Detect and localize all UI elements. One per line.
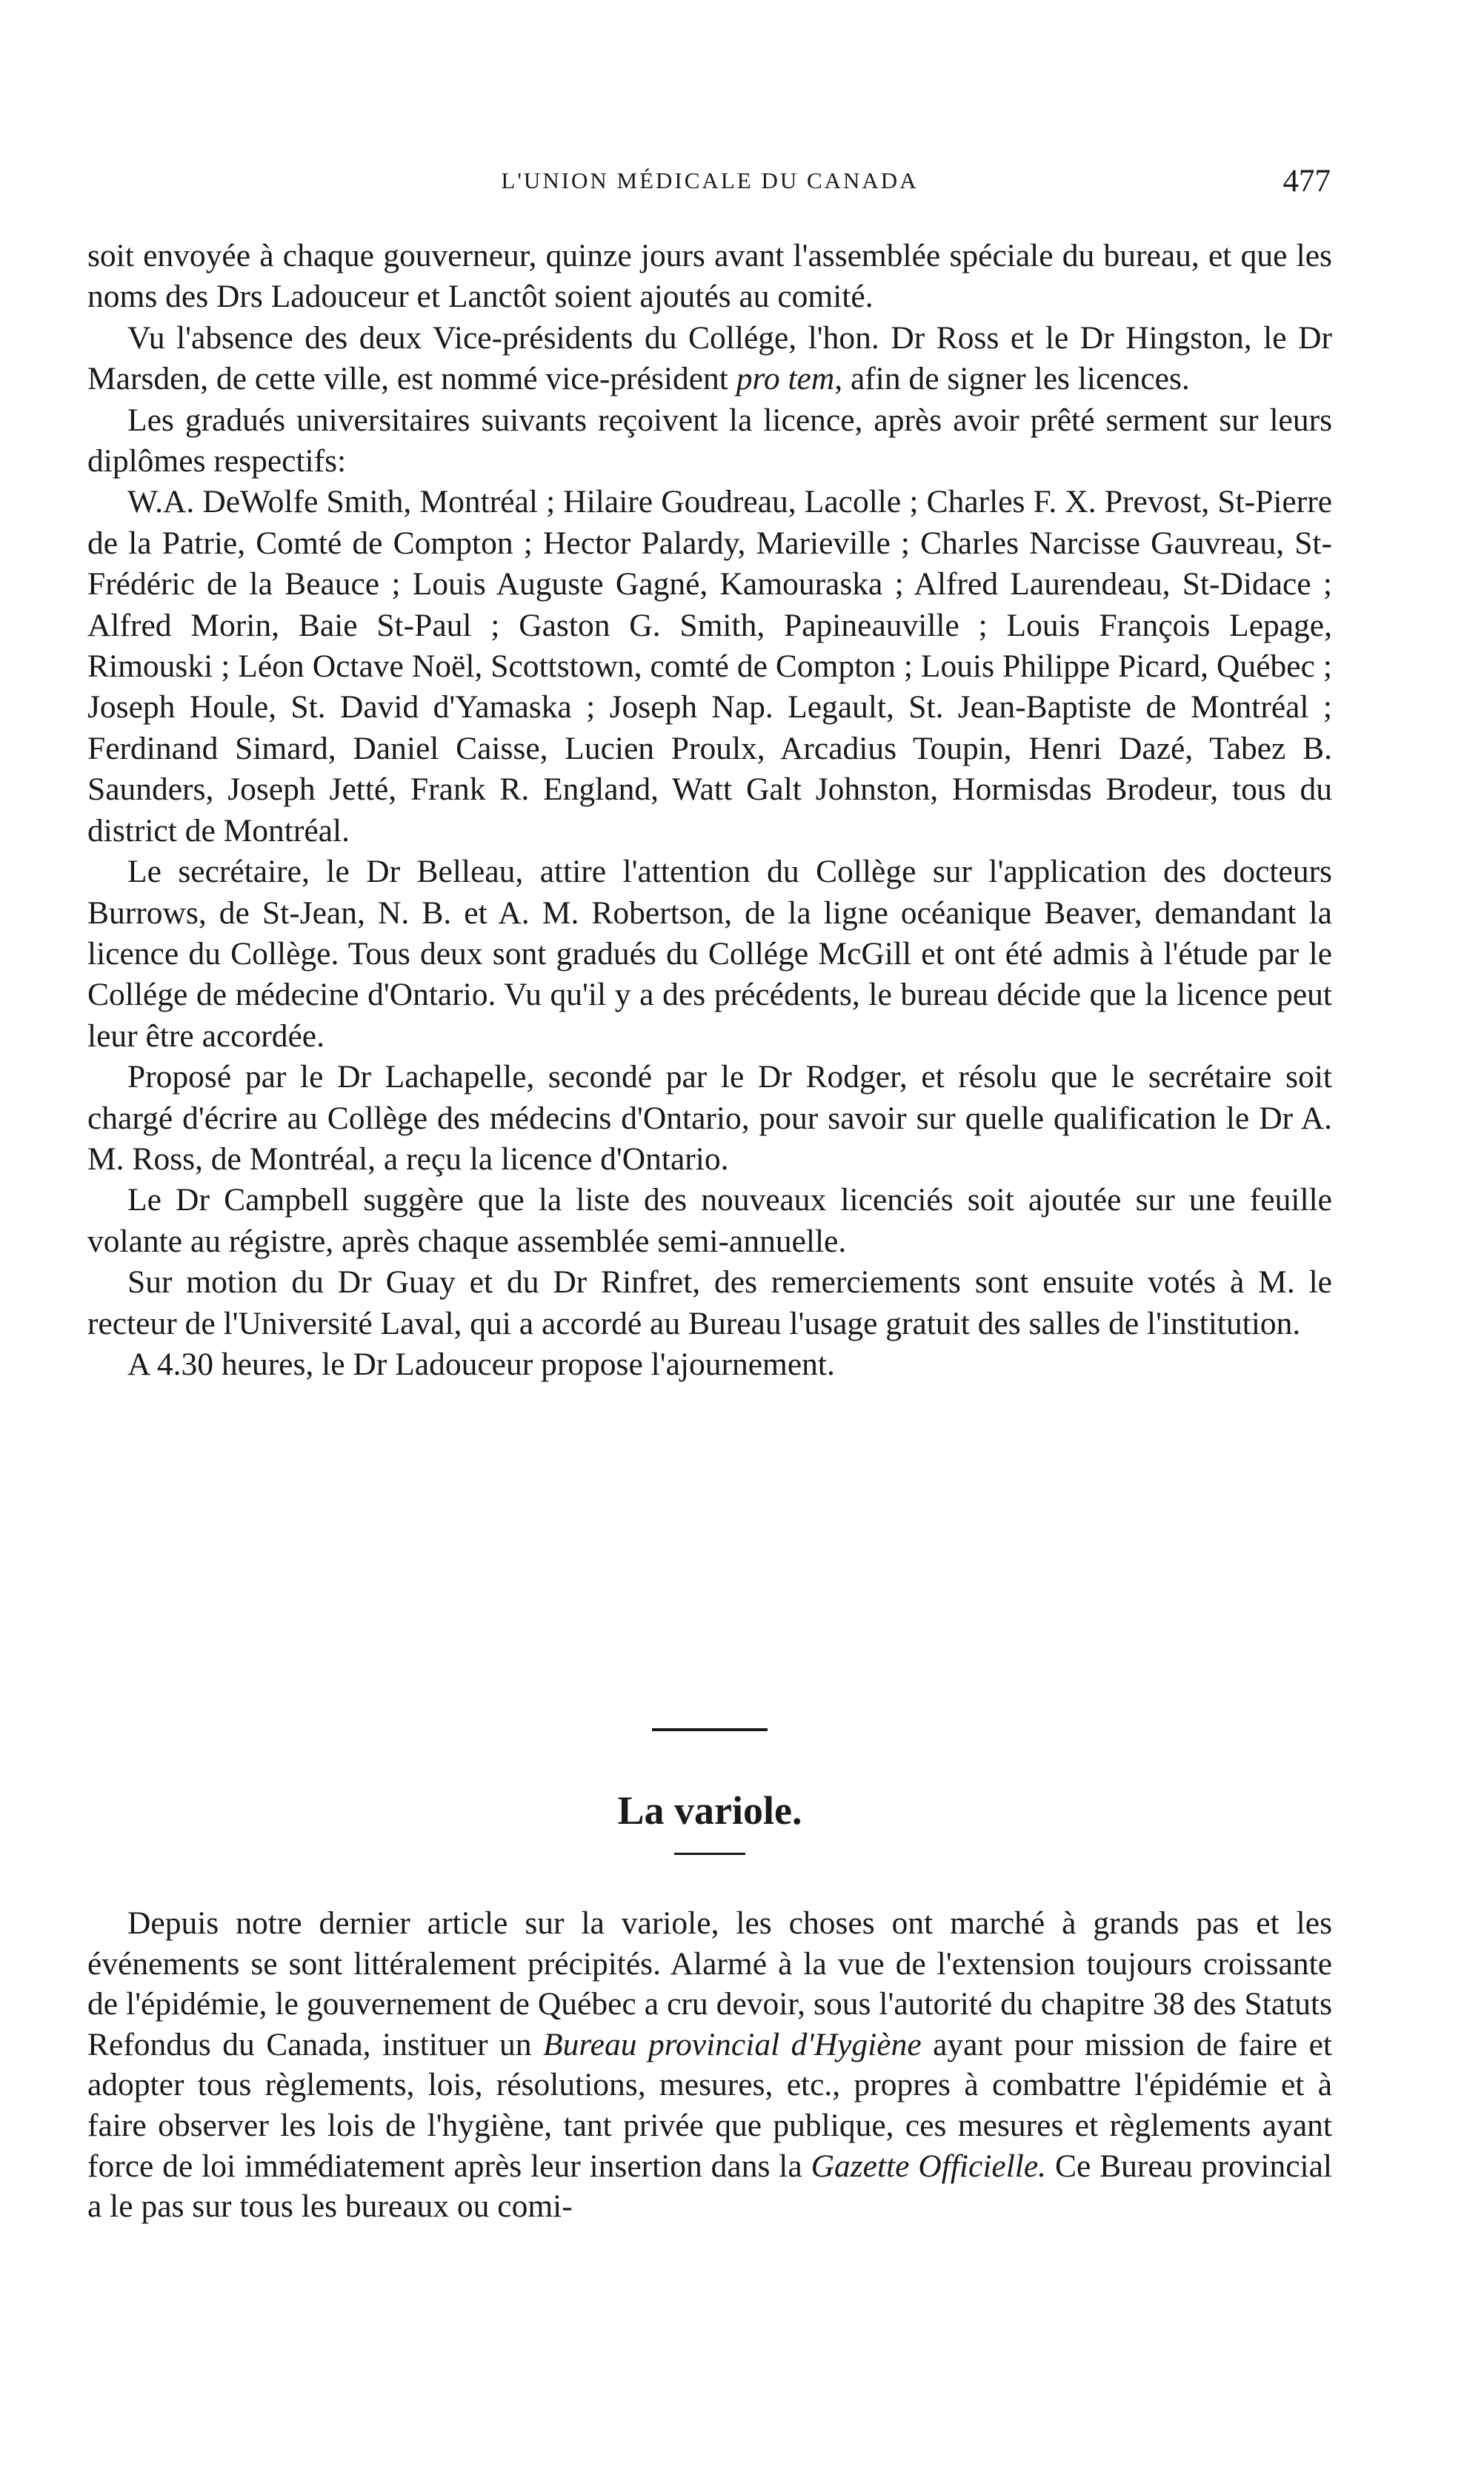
gazette-officielle-italic: Gazette Officielle. <box>811 2148 1047 2184</box>
paragraph-vice-president <box>87 318 1332 400</box>
variole-text-part1: Depuis notre dernier article sur la variole, les choses ont marché à grands pas et les événements se sont littéralement précipités. Alarmé à la vue de l'extension toujours croissante de l'épidémie, le gouvernement de Québec a cru devoir, sous l'autorité du chapitre 38 des Statuts Refondus du Canada, instituer un <box>87 1905 1332 2062</box>
minutes-text <box>87 236 1332 1385</box>
variole-text-part2: ayant pour mission de faire et adopter tous règlements, lois, résolutions, mesures, etc., propres à combattre l'épidémie et à faire observer les lois de l'hygiène, tant privée que publique, ces mesures et règlements ayant force de loi immédiatement après leur insertion dans la <box>87 2026 1332 2184</box>
paragraph-vice-president-text: Vu l'absence des deux Vice-présidents du Collége, l'hon. Dr Ross et le Dr Hingston, le Dr Marsden, de cette ville, est nommé vice-président <box>87 319 1332 397</box>
variole-article <box>87 1903 1332 2227</box>
paragraph-ajournement: A 4.30 heures, le Dr Ladouceur propose l'ajournement. <box>127 1346 835 1382</box>
paragraph-secretaire: Le secrétaire, le Dr Belleau, attire l'attention du Collège sur l'application des docteurs Burrows, de St-Jean, N. B. et A. M. Robertson, de la ligne océanique Beaver, demandant la licence du Collège. Tous deux sont gradués du Collége McGill et ont été admis à l'étude par le Collége de médecine d'Ontario. Vu qu'il y a des précédents, le bureau décide que la licence peut leur être accordée. <box>87 854 1332 1054</box>
running-head <box>87 164 1332 203</box>
paragraph-lachapelle: Proposé par le Dr Lachapelle, secondé par le Dr Rodger, et résolu que le secrétaire soit chargé d'écrire au Collège des médecins d'Ontario, pour savoir sur quelle qualification le Dr A. M. Ross, de Montréal, a reçu la licence d'Ontario. <box>87 1059 1332 1177</box>
paragraph-remerciements: Sur motion du Dr Guay et du Dr Rinfret, des remerciements sont ensuite votés à M. le recteur de l'Université Laval, qui a accordé au Bureau l'usage gratuit des salles de l'institution. <box>87 1264 1332 1341</box>
variole-text-part3: Ce Bureau provincial a le pas sur tous les bureaux ou comi- <box>87 2148 1332 2225</box>
paragraph-variole <box>87 1903 1332 2227</box>
section-divider-short <box>674 1853 745 1855</box>
paragraph-gouverneur: soit envoyée à chaque gouverneur, quinze jours avant l'assemblée spéciale du bureau, et que les noms des Drs Ladouceur et Lanctôt soient ajoutés au comité. <box>87 238 1332 315</box>
running-title: L'UNION MÉDICALE DU CANADA <box>501 167 919 193</box>
paragraph-vice-president-tail: , afin de signer les licences. <box>834 361 1190 397</box>
bureau-hygiene-italic: Bureau provincial d'Hygiène <box>543 2026 922 2062</box>
paragraph-campbell: Le Dr Campbell suggère que la liste des nouveaux licenciés soit ajoutée sur une feuille volante au régistre, après chaque assemblée semi-annuelle. <box>87 1182 1332 1259</box>
section-divider-long <box>652 1728 768 1731</box>
paragraph-graduate-list: W.A. DeWolfe Smith, Montréal ; Hilaire Goudreau, Lacolle ; Charles F. X. Prevost, St-Pierre de la Patrie, Comté de Compton ; Hector Palardy, Marieville ; Charles Narcisse Gauvreau, St-Frédéric de la Beauce ; Louis Auguste Gagné, Kamouraska ; Alfred Laurendeau, St-Didace ; Alfred Morin, Baie St-Paul ; Gaston G. Smith, Papineauville ; Louis François Lepage, Rimouski ; Léon Octave Noël, Scottstown, comté de Compton ; Louis Philippe Picard, Québec ; Joseph Houle, St. David d'Yamaska ; Joseph Nap. Legault, St. Jean-Baptiste de Montréal ; Ferdinand Simard, Daniel Caisse, Lucien Proulx, Arcadius Toupin, Henri Dazé, Tabez B. Saunders, Joseph Jetté, Frank R. England, Watt Galt Johnston, Hormisdas Brodeur, tous du district de Montréal. <box>87 484 1332 849</box>
page-number: 477 <box>1282 164 1331 199</box>
section-title: La variole. <box>617 1788 802 1833</box>
pro-tem-italic: pro tem <box>736 361 835 397</box>
paragraph-gradues: Les gradués universitaires suivants reçoivent la licence, après avoir prêté serment sur leurs diplômes respectifs: <box>87 402 1332 479</box>
